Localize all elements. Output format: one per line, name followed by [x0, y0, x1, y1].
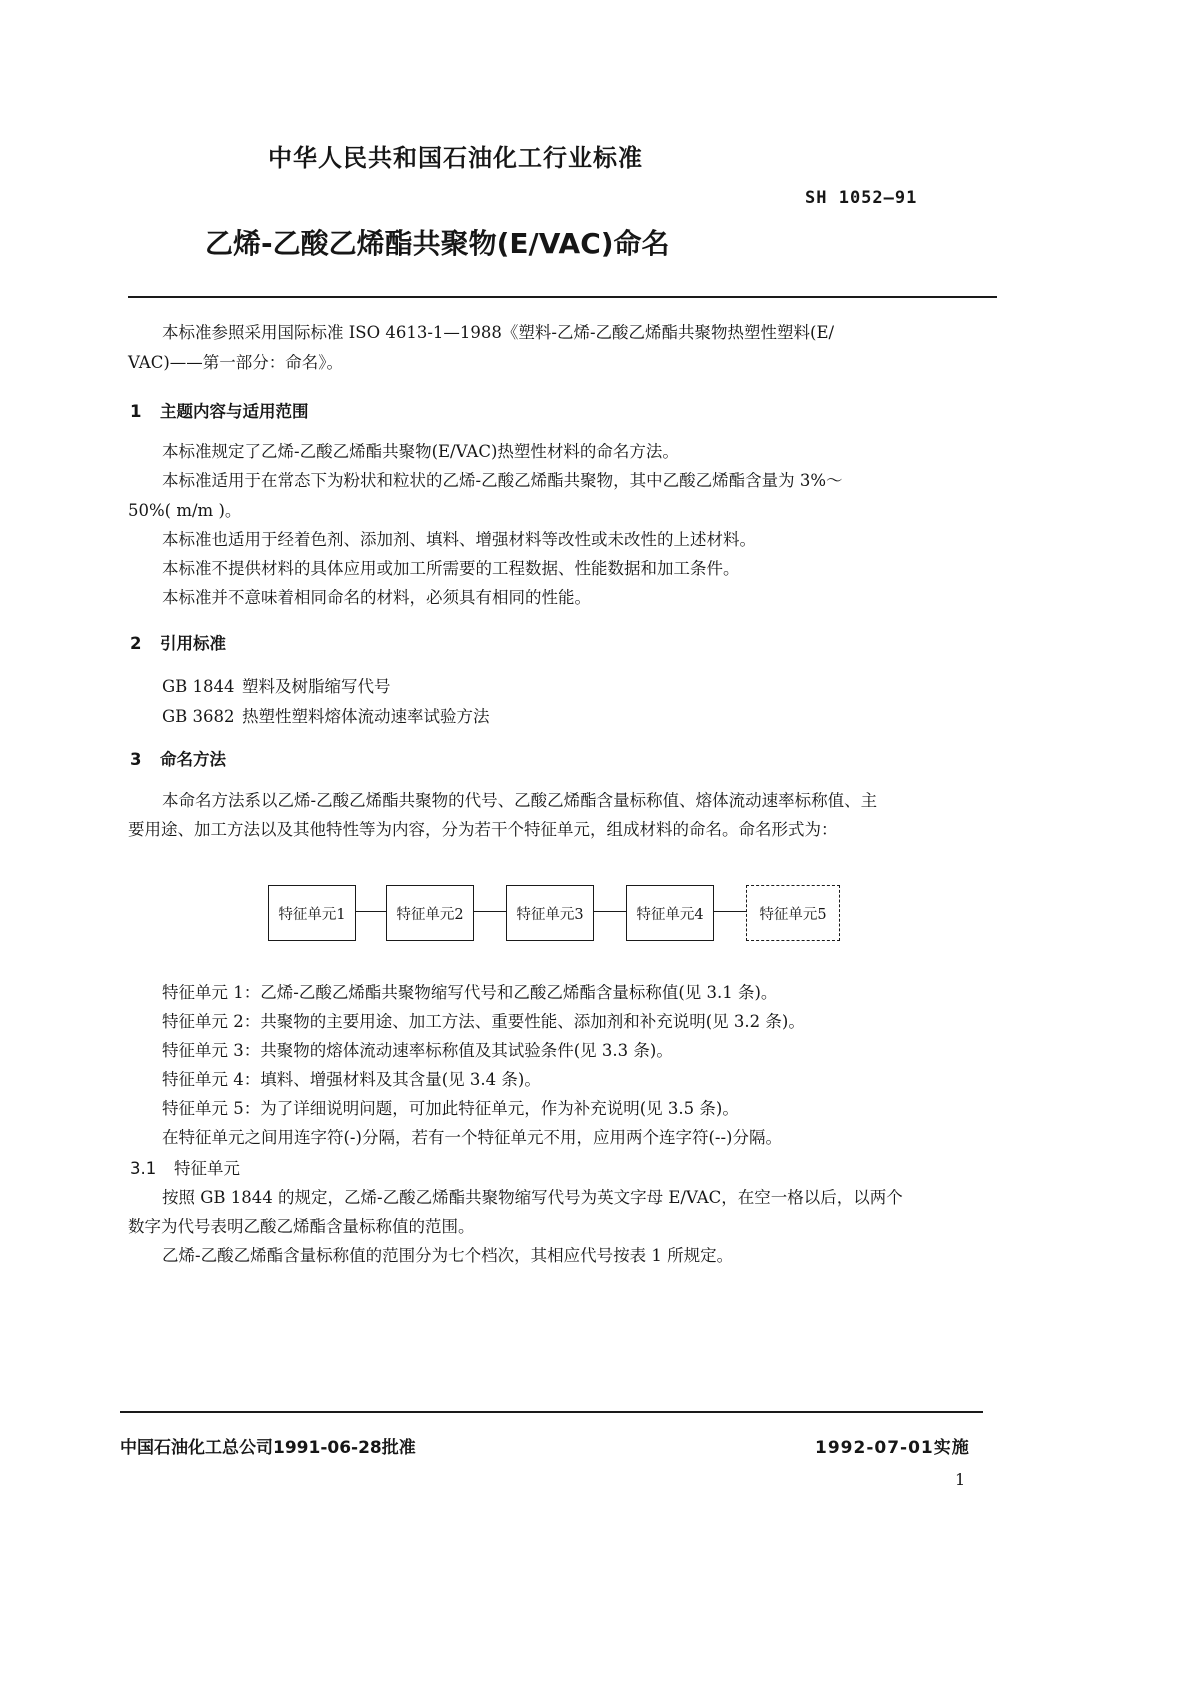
section-3-1-paragraph-2: 乙烯-乙酸乙烯酯含量标称值的范围分为七个档次，其相应代号按表 1 所规定。	[162, 1246, 734, 1265]
section-3-number: 3	[130, 750, 142, 769]
section-1-number: 1	[130, 402, 142, 421]
header-divider	[128, 296, 997, 298]
section-3-1-heading	[130, 1155, 240, 1179]
section-2-title: 引用标准	[160, 634, 226, 653]
diagram-connector	[356, 911, 386, 912]
naming-form-diagram	[268, 885, 848, 945]
section-3-paragraph-line-2: 要用途、加工方法以及其他特性等为内容，分为若干个特征单元，组成材料的命名。命名形式为：	[128, 820, 838, 839]
footer-divider	[120, 1411, 983, 1413]
section-1-paragraph-2-line-2: 50%( m/m )。	[128, 501, 242, 520]
section-3-1-paragraph-1-line-2: 数字为代号表明乙酸乙烯酯含量标称值的范围。	[128, 1217, 475, 1236]
feature-unit-box-4: 特征单元4	[626, 885, 714, 941]
feature-unit-description-2: 特征单元 2：共聚物的主要用途、加工方法、重要性能、添加剂和补充说明(见 3.2 条)。	[162, 1012, 805, 1031]
reference-code: GB 1844	[162, 677, 235, 696]
section-3-1-paragraph-1-line-1: 按照 GB 1844 的规定，乙烯-乙酸乙烯酯共聚物缩写代号为英文字母 E/VAC，在空一格以后，以两个	[162, 1188, 903, 1207]
approval-statement: 中国石油化工总公司1991-06-28批准	[120, 1438, 416, 1458]
feature-unit-box-2: 特征单元2	[386, 885, 474, 941]
section-1-paragraph-3: 本标准也适用于经着色剂、添加剂、填料、增强材料等改性或未改性的上述材料。	[162, 530, 756, 549]
feature-unit-description-1: 特征单元 1：乙烯-乙酸乙烯酯共聚物缩写代号和乙酸乙烯酯含量标称值(见 3.1 条)。	[162, 983, 778, 1002]
reference-name: 热塑性塑料熔体流动速率试验方法	[242, 707, 490, 726]
reference-item	[162, 703, 490, 727]
section-3-1-number: 3.1	[130, 1159, 157, 1178]
reference-name: 塑料及树脂缩写代号	[242, 677, 391, 696]
diagram-connector	[714, 911, 746, 912]
effective-date-statement: 1992-07-01实施	[815, 1438, 970, 1458]
section-1-paragraph-5: 本标准并不意味着相同命名的材料，必须具有相同的性能。	[162, 588, 591, 607]
reference-code: GB 3682	[162, 707, 235, 726]
standard-number: SH 1052—91	[805, 188, 918, 208]
reference-item	[162, 673, 391, 697]
feature-unit-description-5: 特征单元 5：为了详细说明问题，可加此特征单元，作为补充说明(见 3.5 条)。	[162, 1099, 739, 1118]
page-number: 1	[955, 1470, 966, 1489]
intro-line-2: VAC)——第一部分：命名》。	[128, 353, 344, 372]
section-3-title: 命名方法	[160, 750, 226, 769]
section-3-paragraph-line-1: 本命名方法系以乙烯-乙酸乙烯酯共聚物的代号、乙酸乙烯酯含量标称值、熔体流动速率标称值、主	[162, 791, 878, 810]
section-1-paragraph-4: 本标准不提供材料的具体应用或加工所需要的工程数据、性能数据和加工条件。	[162, 559, 740, 578]
section-2-heading	[130, 630, 226, 654]
separator-note: 在特征单元之间用连字符(-)分隔，若有一个特征单元不用，应用两个连字符(--)分隔。	[162, 1128, 782, 1147]
section-1-paragraph-2-line-1: 本标准适用于在常态下为粉状和粒状的乙烯-乙酸乙烯酯共聚物，其中乙酸乙烯酯含量为 3%～	[162, 471, 843, 490]
section-2-number: 2	[130, 634, 142, 653]
feature-unit-description-3: 特征单元 3：共聚物的熔体流动速率标称值及其试验条件(见 3.3 条)。	[162, 1041, 673, 1060]
issuing-body-title: 中华人民共和国石油化工行业标准	[268, 144, 643, 172]
document-title: 乙烯-乙酸乙烯酯共聚物(E/VAC)命名	[205, 227, 670, 260]
section-3-heading	[130, 746, 226, 770]
section-1-paragraph-1: 本标准规定了乙烯-乙酸乙烯酯共聚物(E/VAC)热塑性材料的命名方法。	[162, 442, 679, 461]
intro-line-1: 本标准参照采用国际标准 ISO 4613-1—1988《塑料-乙烯-乙酸乙烯酯共聚物热塑性塑料(E/	[162, 323, 835, 342]
feature-unit-box-3: 特征单元3	[506, 885, 594, 941]
section-1-title: 主题内容与适用范围	[160, 402, 309, 421]
diagram-connector	[474, 911, 506, 912]
section-3-1-title: 特征单元	[174, 1159, 240, 1178]
feature-unit-box-1: 特征单元1	[268, 885, 356, 941]
section-1-heading	[130, 398, 309, 422]
feature-unit-description-4: 特征单元 4：填料、增强材料及其含量(见 3.4 条)。	[162, 1070, 541, 1089]
feature-unit-box-5-optional: 特征单元5	[746, 885, 840, 941]
diagram-connector	[594, 911, 626, 912]
